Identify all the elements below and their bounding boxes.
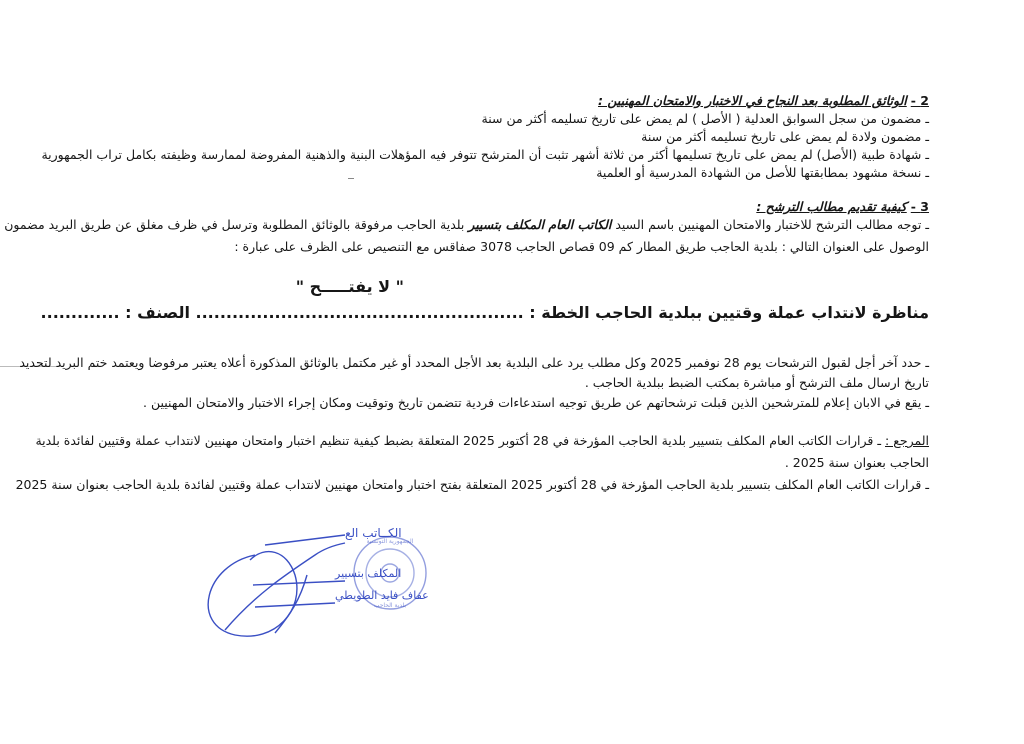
section3-line-2: الوصول على العنوان التالي : بلدية الحاجب طريق المطار كم 09 قصاص الحاجب 3078 صفاقس مع التنصيص على الظرف على عبارة :	[234, 239, 929, 254]
reference-text-1: ـ قرارات الكاتب العام المكلف بتسيير بلدية الحاجب المؤرخة في 28 أكتوبر 2025 المتعلقة بضبط كيفية تنظيم اختبار وامتحان مهنيين لانتداب عملة وقتيين لفائدة بلدية	[35, 433, 882, 448]
section3-number: 3 -	[910, 199, 929, 214]
section3-line-1-b: الكاتب العام المكلف بتسيير	[468, 217, 612, 232]
reference-label: المرجع :	[885, 433, 929, 448]
competition-line: مناظرة لانتداب عملة وقتيين ببلدية الحاجب الخطة : ...................................................... الصنف : .............	[40, 303, 929, 322]
signature-line-1: الكــاتب الع	[345, 526, 402, 540]
reference-line-3: ـ قرارات الكاتب العام المكلف بتسيير بلدية الحاجب المؤرخة في 28 أكتوبر 2025 المتعلقة بفتح اختبار وامتحان مهنيين لانتداب عملة وقتيين لفائدة بلدية الحاجب بعنوان سنة 2025	[15, 477, 929, 492]
section3-line-1	[4, 216, 929, 234]
signature-stroke	[265, 535, 345, 545]
signature-stamp-image	[195, 515, 435, 655]
signature-block	[195, 515, 435, 655]
section2-item-diploma-copy: ـ نسخة مشهود بمطابقتها للأصل من الشهادة المدرسية أو العلمية	[596, 165, 929, 180]
signature-loop	[208, 552, 297, 637]
signature-stroke	[225, 543, 345, 630]
reference-line-1	[35, 432, 929, 450]
section2-item-medical-certificate: ـ شهادة طبية (الأصل) لم يمض على تاريخ تسليمها أكثر من ثلاثة أشهر تثبت أن المترشح تتوفر فيه المؤهلات البنية والذهنية المفروضة لممارسة وظيفته بكامل تراب الجمهورية	[41, 147, 929, 162]
section3-heading	[90, 198, 929, 216]
notes-convocation-line: ـ يقع في الابان إعلام للمترشحين الذين قبلت ترشحاتهم عن طريق توجيه استدعاءات فردية تتضمن تاريخ وتوقيت ومكان إجراء الاختبار والامتحان المهنيين .	[143, 395, 929, 410]
section2-title: الوثائق المطلوبة بعد النجاح في الاختبار والامتحان المهنيين :	[598, 93, 907, 108]
section2-heading	[90, 92, 929, 110]
signature-line-3: عفاف فايد الطويطي	[335, 589, 429, 602]
section3-line-1-a: ـ توجه مطالب الترشح للاختبار والامتحان المهنيين باسم السيد	[615, 217, 929, 232]
notes-deadline-line: ـ حدد آخر أجل لقبول الترشحات يوم 28 نوفمبر 2025 وكل مطلب يرد على البلدية بعد الأجل المحدد أو غير مكتمل بالوثائق المذكورة أعلاه يعتبر مرفوضا ويعتمد ختم البريد لتحديد	[19, 355, 929, 370]
stray-mark	[348, 178, 354, 179]
section3-title: كيفية تقديم مطالب الترشح :	[756, 199, 907, 214]
stamp-text: بلدية الحاجب	[373, 602, 407, 609]
signature-stroke	[253, 581, 345, 585]
signature-line-2: المكلف بتسيير	[335, 567, 402, 580]
do-not-open-label: " لا يفتـــــح "	[295, 277, 404, 296]
section3-line-1-c: بلدية الحاجب مرفوقة بالوثائق المطلوبة وترسل في ظرف مغلق عن طريق البريد مضمون	[4, 217, 465, 232]
section2-number: 2 -	[910, 93, 929, 108]
notes-submission-line: تاريخ ارسال ملف الترشح أو مباشرة بمكتب الضبط ببلدية الحاجب .	[584, 375, 929, 390]
reference-line-2: الحاجب بعنوان سنة 2025 .	[784, 455, 929, 470]
section2-item-criminal-record: ـ مضمون من سجل السوابق العدلية ( الأصل ) لم يمض على تاريخ تسليمه أكثر من سنة	[481, 111, 929, 126]
section2-item-birth-certificate: ـ مضمون ولادة لم يمض على تاريخ تسليمه أكثر من سنة	[641, 129, 929, 144]
stamp-text: الجمهورية التونسية	[366, 538, 414, 545]
